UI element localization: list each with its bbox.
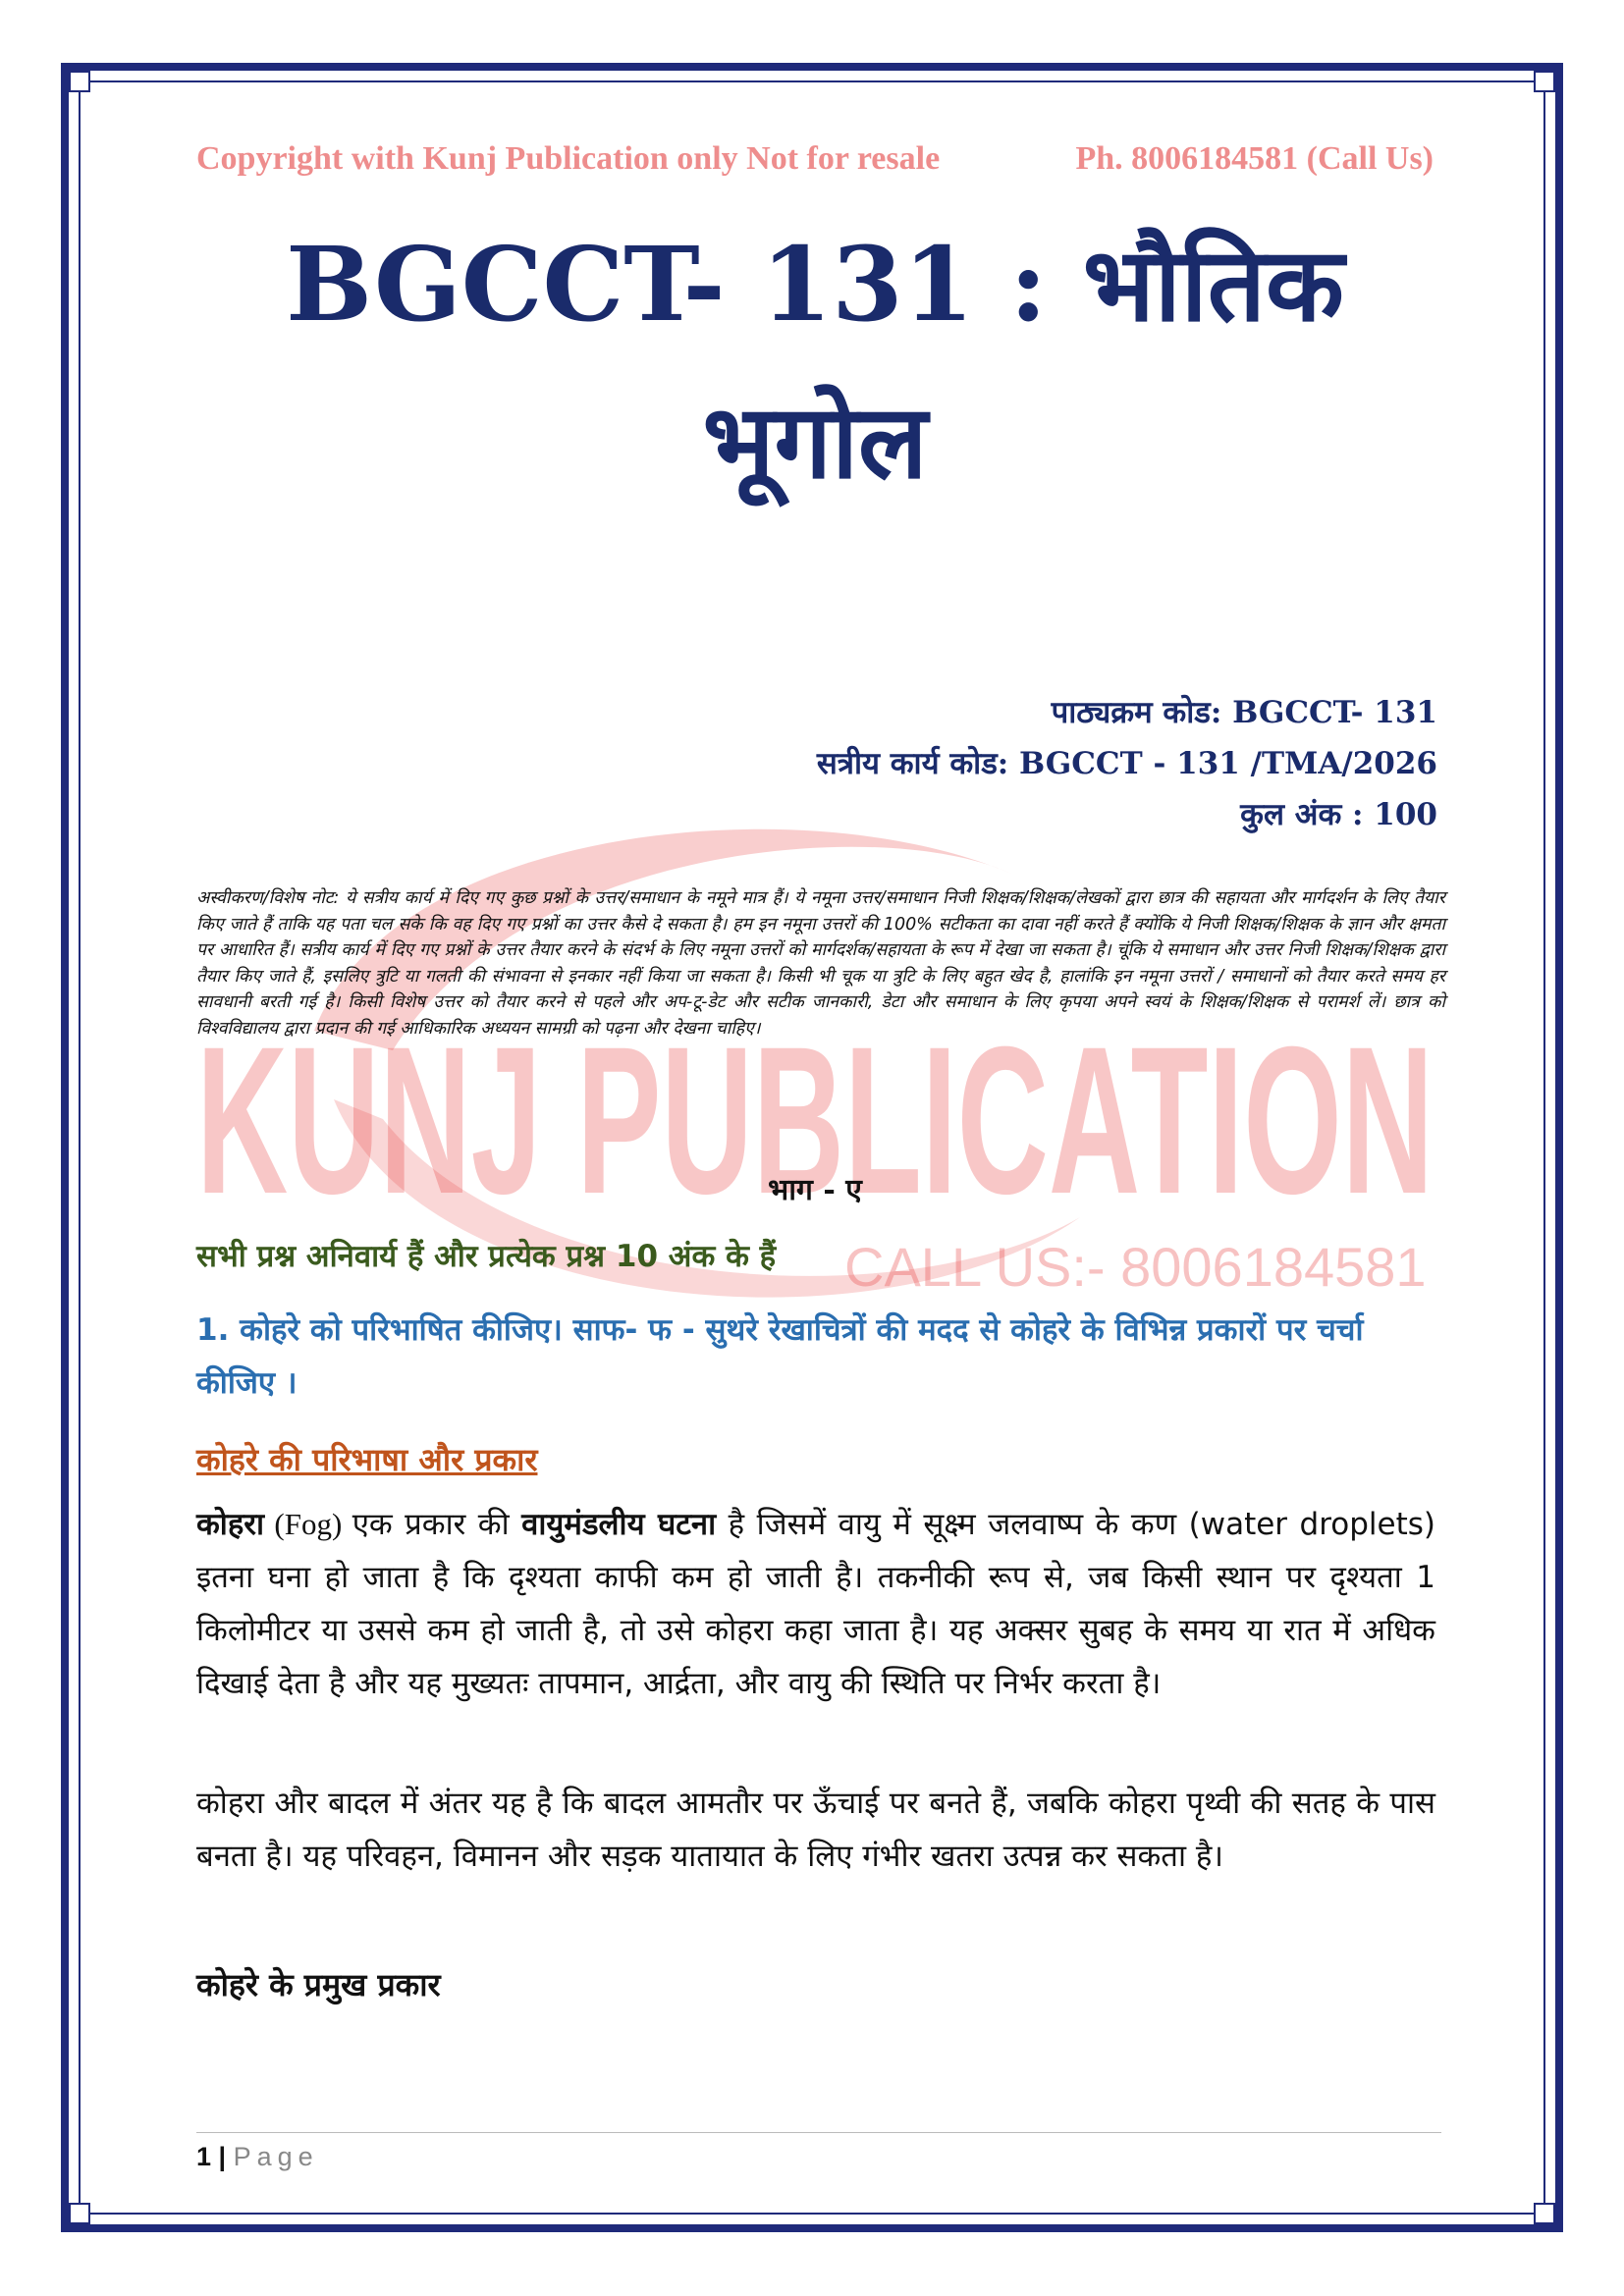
- watermark-call: CALL US:- 8006184581: [844, 1236, 1427, 1298]
- footer-rule: [196, 2132, 1441, 2133]
- border-corner-bottom-right: [1534, 2203, 1555, 2224]
- border-corner-top-right: [1534, 71, 1555, 92]
- term-fog: कोहरा: [196, 1507, 265, 1542]
- para1-text-b: है जिसमें वायु में सूक्ष्म जलवाष्प के कण (water droplets) इतना घना हो जाता है कि दृश्यता काफी कम हो जाती है। तकनीकी रूप से, जब किसी स्थान पर दृश्यता 1 किलोमीटर या उससे कम हो जाती है, तो उसे कोहरा कहा जाता है। यह अक्सर सुबह के समय या रात में अधिक दिखाई देता है और यह मुख्यतः तापमान, आर्द्रता, और वायु की स्थिति पर निर्भर करता है।: [196, 1507, 1436, 1701]
- course-codes: [817, 687, 1437, 840]
- total-marks: कुल अंक : 100: [1240, 797, 1437, 832]
- course-code: पाठ्यक्रम कोड: BGCCT- 131: [1051, 695, 1437, 730]
- assignment-code: सत्रीय कार्य कोड: BGCCT - 131 /TMA/2026: [816, 746, 1437, 781]
- phone-text: Ph. 8006184581 (Call Us): [1075, 140, 1434, 177]
- question-1: 1. कोहरे को परिभाषित कीजिए। साफ- फ - सुथरे रेखाचित्रों की मदद से कोहरे के विभिन्न प्रकारों पर चर्चा कीजिए ।: [196, 1312, 1364, 1401]
- footer-separator: |: [211, 2142, 234, 2171]
- term-atmospheric-phenomenon: वायुमंडलीय घटना: [521, 1507, 717, 1542]
- page-number: 1: [196, 2142, 212, 2171]
- definition-paragraph: [196, 1498, 1435, 1710]
- fog-types-heading: कोहरे के प्रमुख प्रकार: [196, 1966, 441, 2003]
- disclaimer-note: अस्वीकरण/विशेष नोट: ये सत्रीय कार्य में दिए गए कुछ प्रश्नों के उत्तर/समाधान के नमूने मात्र हैं। ये नमूना उत्तर/समाधान निजी शिक्षक/शिक्षक/लेखकों द्वारा छात्र की सहायता और मार्गदर्शन के लिए तैयार किए जाते हैं ताकि यह पता चल सके कि वह दिए गए प्रश्नों का उत्तर कैसे दे सकता है। हम इन नमूना उत्तरों की 100% सटीकता का दावा नहीं करते हैं क्योंकि ये निजी शिक्षक/शिक्षक के ज्ञान और क्षमता पर आधारित हैं। सत्रीय कार्य में दिए गए प्रश्नों के उत्तर तैयार करने के संदर्भ के लिए नमूना उत्तरों को मार्गदर्शक/सहायता के रूप में देखा जा सकता है। चूंकि ये समाधान और उत्तर निजी शिक्षक/शिक्षक द्वारा तैयार किए जाते हैं, इसलिए त्रुटि या गलती की संभावना से इनकार नहीं किया जा सकता है। किसी भी चूक या त्रुटि के लिए बहुत खेद है, हालांकि इन नमूना उत्तरों / समाधानों को तैयार करते समय हर सावधानी बरती गई है। किसी विशेष उत्तर को तैयार करने से पहले और अप-टू-डेट और सटीक जानकारी, डेटा और समाधान के लिए कृपया अपने स्वयं के शिक्षक/शिक्षक से परामर्श लें। छात्र को विश्वविद्यालय द्वारा प्रदान की गई आधिकारिक अध्ययन सामग्री को पढ़ना और देखना चाहिए।: [196, 888, 1445, 1039]
- page-word: Page: [233, 2142, 319, 2171]
- answer-heading: कोहरे की परिभाषा और प्रकार: [196, 1441, 538, 1478]
- title-line-1: BGCCT- 131 : भौतिक: [286, 224, 1344, 345]
- copyright-text: Copyright with Kunj Publication only Not for resale: [196, 140, 941, 177]
- section-label: भाग - ए: [768, 1173, 862, 1207]
- term-fog-english: (Fog): [264, 1507, 352, 1541]
- border-corner-bottom-left: [69, 2203, 90, 2224]
- para1-text-a: एक प्रकार की: [352, 1507, 522, 1542]
- watermark-brand: KUNJ PUBLICATION: [196, 1003, 1434, 1238]
- page-footer: [196, 2142, 319, 2172]
- title-line-2: भूगोल: [702, 381, 928, 502]
- copyright-header: [196, 140, 1434, 178]
- fog-vs-cloud-paragraph: कोहरा और बादल में अंतर यह है कि बादल आमतौर पर ऊँचाई पर बनते हैं, जबकि कोहरा पृथ्वी की सतह के पास बनता है। यह परिवहन, विमानन और सड़क यातायात के लिए गंभीर खतरा उत्पन्न कर सकता है।: [196, 1786, 1435, 1874]
- border-corner-top-left: [69, 71, 90, 92]
- instructions: सभी प्रश्न अनिवार्य हैं और प्रत्येक प्रश्न 10 अंक के हैं: [196, 1239, 777, 1274]
- page-title: [196, 206, 1434, 520]
